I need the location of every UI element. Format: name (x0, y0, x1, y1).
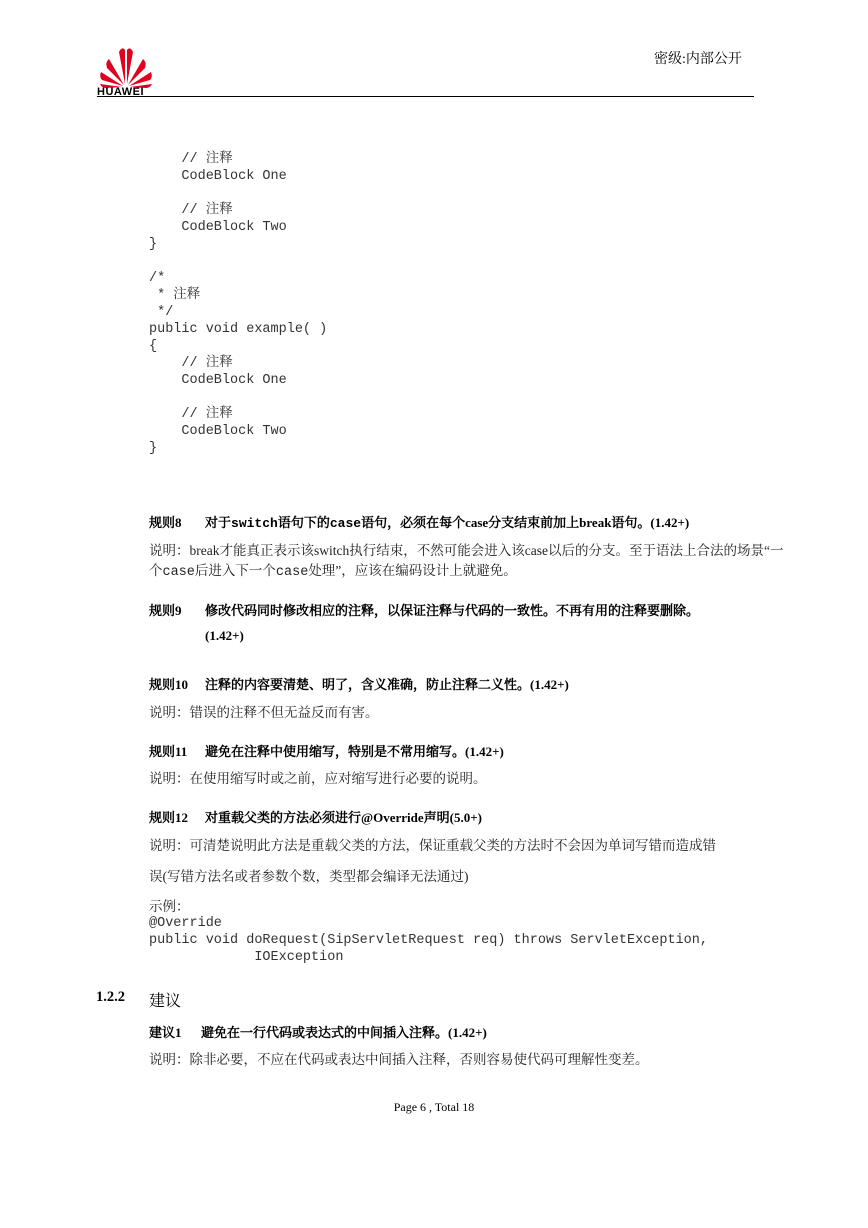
example-code: @Override public void doRequest(SipServletRequest req) throws ServletException, IOException (149, 916, 708, 965)
header-divider (97, 96, 754, 97)
rule-9: 规则9 修改代码同时修改相应的注释，以保证注释与代码的一致性。不再有用的注释要删除。 (149, 600, 699, 619)
code-block: // 注释 CodeBlock One // 注释 CodeBlock Two } /* * 注释 */ public void example( ) { // 注释 CodeBlock One // 注释 CodeBlock Two } (149, 152, 328, 456)
section-title: 建议 (149, 993, 182, 1010)
rule-8-note: 说明：break才能真正表示该switch执行结束，不然可能会进入该case以后的分支。至于语法上合法的场景“一个case后进入下一个case处理”，应该在编码设计上就避免。 (149, 543, 784, 580)
rule-11: 规则11 避免在注释中使用缩写，特别是不常用缩写。(1.42+) (149, 741, 504, 760)
suggestion-1-note: 说明：除非必要，不应在代码或表达中间插入注释，否则容易使代码可理解性变差。 (149, 1052, 649, 1067)
rule-12-note: 说明：可清楚说明此方法是重载父类的方法，保证重载父类的方法时不会因为单词写错而造成错 (149, 838, 716, 853)
rule-number: 规则8 (149, 515, 182, 530)
suggestion-1: 建议1 避免在一行代码或表达式的中间插入注释。(1.42+) (149, 1022, 487, 1041)
rule-number: 规则11 (149, 744, 188, 759)
example-label: 示例： (149, 899, 190, 914)
rule-number: 规则9 (149, 603, 182, 618)
classification-label: 密级:内部公开 (654, 52, 742, 67)
page-footer: Page 6 , Total 18 (393, 1100, 475, 1114)
rule-8: 规则8 对于switch语句下的case语句，必须在每个case分支结束前加上break语句。(1.42+) (149, 512, 689, 531)
rule-number: 规则10 (149, 677, 189, 692)
rule-10-note: 说明：错误的注释不但无益反而有害。 (149, 705, 379, 720)
section-number: 1.2.2 (96, 989, 125, 1005)
suggestion-number: 建议1 (149, 1025, 182, 1040)
rule-9-version: (1.42+) (205, 628, 244, 643)
rule-11-note: 说明：在使用缩写时或之前，应对缩写进行必要的说明。 (149, 771, 487, 786)
brand-name: HUAWEI (97, 86, 144, 98)
rule-12: 规则12 对重载父类的方法必须进行@Override声明(5.0+) (149, 807, 482, 826)
rule-12-note-cont: 误(写错方法名或者参数个数，类型都会编译无法通过) (149, 869, 469, 884)
rule-10: 规则10 注释的内容要清楚、明了，含义准确，防止注释二义性。(1.42+) (149, 674, 569, 693)
rule-number: 规则12 (149, 810, 189, 825)
